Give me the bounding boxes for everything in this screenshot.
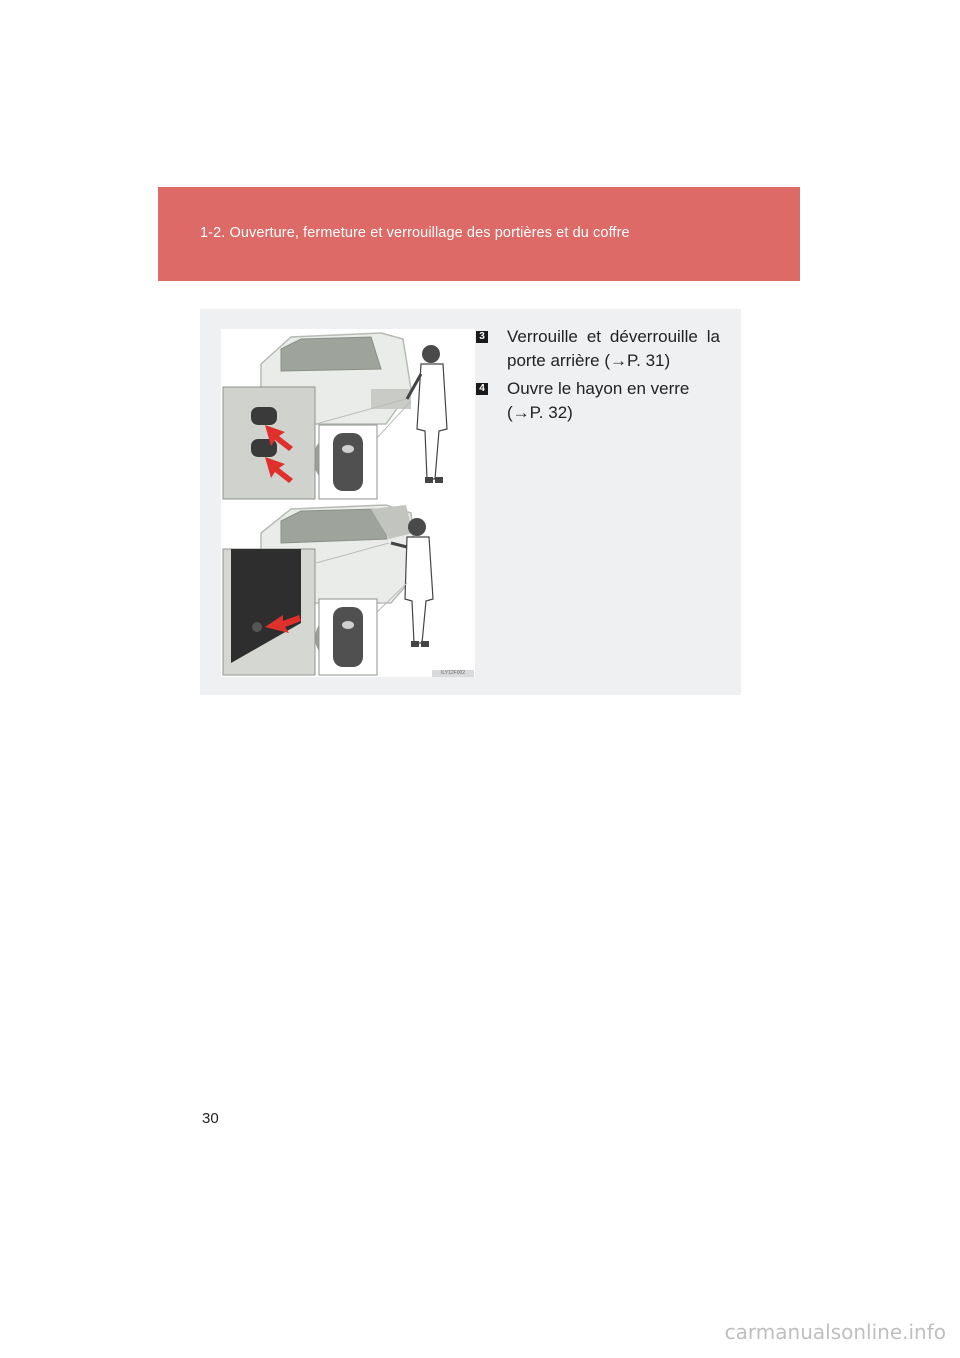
watermark: carmanualsonline.info [724, 1320, 946, 1344]
item-text: Ouvre le hayon en verre (→P. 32) [507, 379, 690, 422]
chapter-title: 1-2. Ouverture, fermeture et verrouillage des portières et du coffre [200, 225, 630, 241]
marker-4-text: 4 [476, 383, 488, 395]
instruction-list [476, 325, 720, 429]
page-number: 30 [202, 1110, 219, 1127]
marker-3-text: 3 [476, 331, 488, 343]
list-item [476, 377, 720, 425]
list-item [476, 325, 720, 373]
rear-door-illustration [221, 329, 475, 501]
figure-code: ILY12F002 [432, 670, 474, 677]
content-box [200, 309, 741, 695]
item-text: Verrouille et déverrouille la porte arrière (→P. 31) [507, 327, 720, 370]
chapter-header-band [158, 187, 800, 281]
glass-hatch-illustration [221, 503, 475, 677]
